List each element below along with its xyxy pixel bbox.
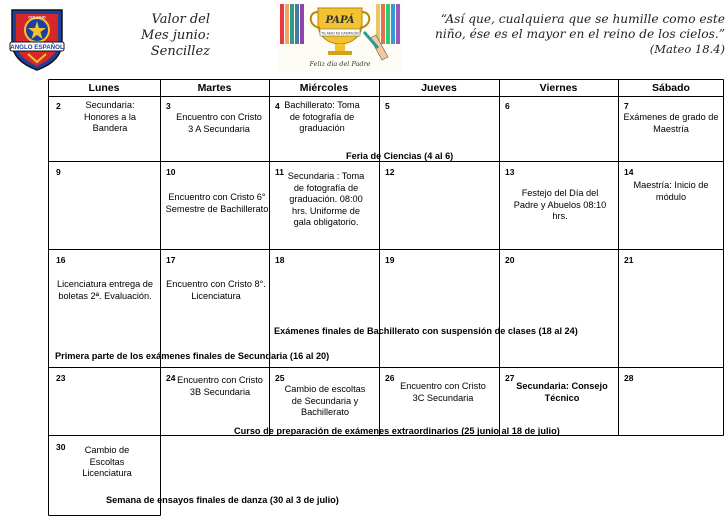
day-number: 20	[505, 255, 515, 265]
day-header-viernes: Viernes	[539, 82, 578, 94]
banner-ensayos-danza: Semana de ensayos finales de danza (30 al 3 de julio)	[106, 495, 339, 505]
event-consejo-tecnico: Secundaria: Consejo Técnico	[516, 381, 608, 403]
day-number: 2	[56, 101, 61, 111]
day-number: 26	[385, 373, 395, 383]
day-number: 27	[505, 373, 515, 383]
bible-quote	[425, 12, 725, 57]
banner-feria-ciencias: Feria de Ciencias (4 al 6)	[346, 151, 454, 161]
day-number: 9	[56, 167, 61, 177]
event-cambio-escoltas: Cambio de escoltas de Secundaria y Bachillerato	[284, 384, 366, 417]
day-number: 12	[385, 167, 395, 177]
event-encuentro-6-semestre: Encuentro con Cristo 6° Semestre de Bachillerato	[165, 192, 269, 214]
calendar	[48, 79, 724, 516]
day-number: 10	[166, 167, 176, 177]
event-encuentro-3c: Encuentro con Cristo 3C Secundaria	[400, 381, 486, 403]
event-encuentro-3b: Encuentro con Cristo 3B Secundaria	[177, 375, 263, 397]
event-encuentro-8-licenciatura: Encuentro con Cristo 8°. Licenciatura	[166, 279, 266, 301]
event-escoltas-licenciatura: Cambio de Escoltas Licenciatura	[82, 445, 132, 478]
day-number: 6	[505, 101, 510, 111]
quote-text: “Así que, cualquiera que se humille como este niño, ése es el mayor en el reino de los cielos.”	[434, 12, 725, 41]
day-number: 16	[56, 255, 66, 265]
day-number: 3	[166, 101, 171, 111]
event-examenes-maestria: Exámenes de grado de Maestría	[623, 112, 719, 134]
banner-finales-secundaria: Primera parte de los exámenes finales de Secundaria (16 al 20)	[55, 351, 330, 361]
logo-top-text: COLEGIO	[28, 15, 46, 20]
month-value-line-1: Valor del	[151, 12, 210, 27]
card-caption: Feliz día del Padre	[309, 60, 371, 68]
day-number: 14	[624, 167, 634, 177]
event-encuentro-3a: Encuentro con Cristo 3 A Secundaria	[176, 112, 262, 134]
day-number: 17	[166, 255, 176, 265]
day-number: 13	[505, 167, 515, 177]
month-value-line-2: Mes junio:	[141, 28, 210, 43]
fathers-day-card	[278, 2, 402, 72]
month-value	[100, 12, 210, 60]
banner-finales-bachillerato: Exámenes finales de Bachillerato con suspensión de clases (18 al 24)	[274, 326, 578, 336]
card-title: PAPÁ	[325, 15, 355, 26]
day-header-martes: Martes	[197, 82, 232, 94]
day-number: 24	[166, 373, 176, 383]
header	[0, 0, 727, 78]
day-header-jueves: Jueves	[421, 82, 457, 94]
event-foto-secundaria: Secundaria : Toma de fotografía de graduación. 08:00 hrs. Uniforme de gala obligatorio.	[287, 171, 365, 227]
day-number: 7	[624, 101, 629, 111]
event-entrega-boletas: Licenciatura entrega de boletas 2ª. Evaluación.	[56, 279, 154, 301]
day-number: 21	[624, 255, 634, 265]
event-inicio-modulo: Maestría: Inicio de módulo	[633, 180, 709, 202]
day-header-lunes: Lunes	[88, 82, 120, 94]
day-number: 4	[275, 101, 280, 111]
event-foto-bachillerato: Bachillerato: Toma de fotografía de graduación	[284, 100, 360, 133]
logo-text: ANGLO ESPAÑOL	[10, 44, 64, 51]
day-header-sabado: Sábado	[652, 82, 690, 94]
day-number: 23	[56, 373, 66, 383]
day-number: 28	[624, 373, 634, 383]
day-number: 30	[56, 442, 66, 452]
month-value-line-3: Sencillez	[150, 44, 210, 59]
school-logo	[4, 4, 70, 72]
day-number: 11	[275, 167, 284, 177]
day-number: 25	[275, 373, 285, 383]
banner-curso-extraordinarios: Curso de preparación de exámenes extraordinarios (25 junio al 18 de julio)	[234, 426, 560, 436]
event-dia-padre: Festejo del Día del Padre y Abuelos 08:10 hrs.	[513, 188, 607, 221]
card-ribbon: TE AMO MI CAMPEÓN	[321, 31, 359, 36]
day-number: 18	[275, 255, 285, 265]
day-number: 19	[385, 255, 395, 265]
day-header-miercoles: Miércoles	[299, 82, 349, 94]
quote-reference: (Mateo 18.4)	[649, 42, 725, 56]
day-number: 5	[385, 101, 390, 111]
event-honores-bandera: Secundaria: Honores a la Bandera	[83, 100, 137, 133]
